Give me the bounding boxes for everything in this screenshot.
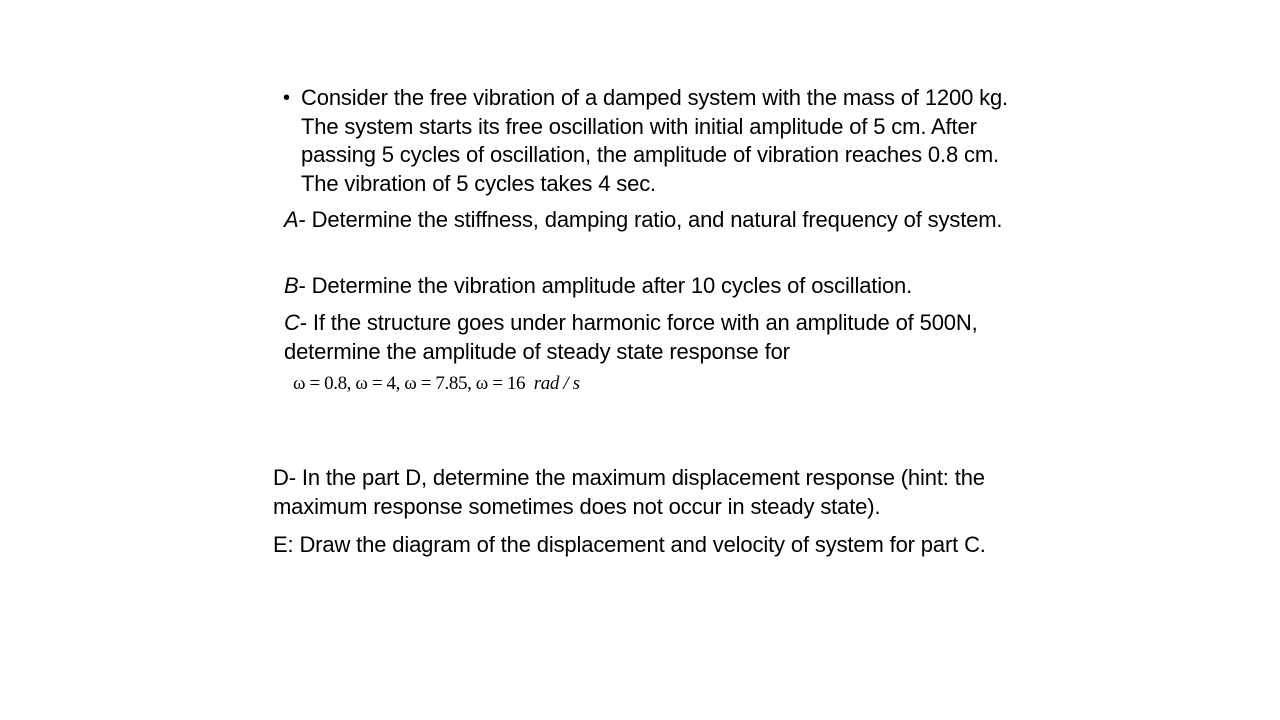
part-b-text: - Determine the vibration amplitude after 10 cycles of oscillation. [298, 273, 913, 298]
frequency-formula [293, 372, 580, 396]
part-b [284, 272, 1044, 301]
part-c-letter: C [284, 310, 300, 335]
formula-expression: ω = 0.8, ω = 4, ω = 7.85, ω = 16 [293, 373, 526, 394]
part-a [284, 206, 1044, 235]
part-b-letter: B [284, 273, 299, 298]
part-d: D- In the part D, determine the maximum displacement response (hint: the maximum response sometimes does not occur in steady state). [273, 465, 985, 519]
part-a-text: - Determine the stiffness, damping ratio, and natural frequency of system. [298, 207, 1003, 232]
part-c [284, 309, 1044, 366]
formula-unit: rad / s [533, 373, 580, 394]
problem-statement-text: Consider the free vibration of a damped system with the mass of 1200 kg. The system starts its free oscillation with initial amplitude of 5 cm. After passing 5 cycles of oscillation, the amplitude of vibration reaches 0.8 cm. The vibration of 5 cycles takes 4 sec. [301, 85, 1009, 196]
part-a-letter: A [284, 207, 299, 232]
part-e: E: Draw the diagram of the displacement and velocity of system for part C. [273, 532, 986, 557]
part-c-text: - If the structure goes under harmonic force with an amplitude of 500N, determine the amplitude of steady state response for [284, 310, 978, 364]
bullet-icon: • [283, 87, 290, 109]
